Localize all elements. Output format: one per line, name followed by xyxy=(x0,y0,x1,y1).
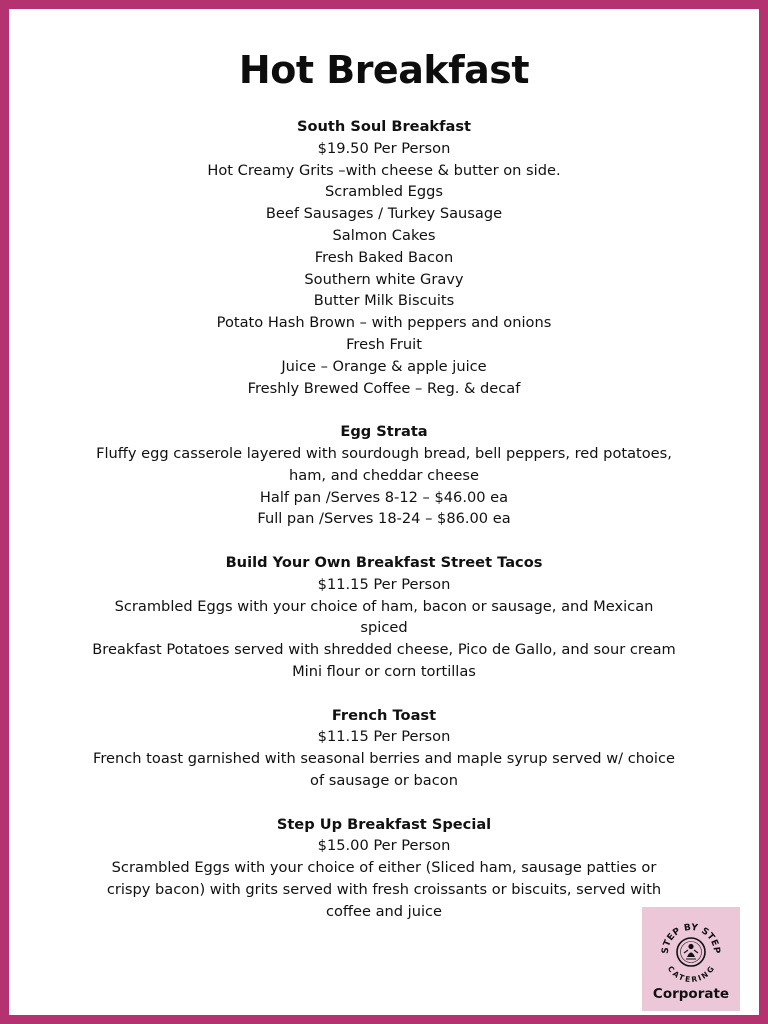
menu-line: Potato Hash Brown – with peppers and onions xyxy=(216,314,552,332)
svg-text:CATERING xyxy=(666,964,716,983)
menu-line: Mini flour or corn tortillas xyxy=(292,662,476,680)
menu-line: $19.50 Per Person xyxy=(317,139,451,157)
menu-line: French toast garnished with seasonal berries and maple syrup served w/ choice xyxy=(93,750,675,768)
menu-line: Scrambled Eggs xyxy=(325,183,443,201)
menu-section-step-up xyxy=(60,814,708,923)
menu-line: $11.15 Per Person xyxy=(317,728,451,746)
logo-label: Corporate xyxy=(652,986,730,1002)
section-title: Egg Strata xyxy=(340,423,428,441)
menu-line: Butter Milk Biscuits xyxy=(313,292,455,310)
menu-content xyxy=(60,116,708,944)
menu-section-south-soul xyxy=(60,116,708,399)
menu-line: $11.15 Per Person xyxy=(317,575,451,593)
section-title: Build Your Own Breakfast Street Tacos xyxy=(225,553,543,571)
page-title: Hot Breakfast xyxy=(238,48,530,92)
section-title: Step Up Breakfast Special xyxy=(276,815,492,833)
corporate-logo xyxy=(642,907,740,1011)
menu-line: crispy bacon) with grits served with fresh croissants or biscuits, served with xyxy=(106,880,662,898)
logo-arc-bottom: CATERING xyxy=(665,964,717,983)
menu-line: spiced xyxy=(360,619,408,637)
menu-line: Freshly Brewed Coffee – Reg. & decaf xyxy=(247,379,521,397)
menu-line: Breakfast Potatoes served with shredded cheese, Pico de Gallo, and sour cream xyxy=(92,641,676,659)
section-title: French Toast xyxy=(331,706,437,724)
menu-line: Hot Creamy Grits –with cheese & butter on side. xyxy=(207,161,561,179)
menu-line: ham, and cheddar cheese xyxy=(289,466,479,484)
menu-line: coffee and juice xyxy=(325,902,443,920)
menu-line: $15.00 Per Person xyxy=(317,837,451,855)
menu-section-egg-strata xyxy=(60,421,708,530)
menu-section-street-tacos xyxy=(60,552,708,683)
menu-line: Fresh Fruit xyxy=(346,335,422,353)
menu-line: of sausage or bacon xyxy=(310,771,458,789)
menu-line: Half pan /Serves 8-12 – $46.00 ea xyxy=(259,488,509,506)
menu-line: Full pan /Serves 18-24 – $86.00 ea xyxy=(257,510,511,528)
menu-line: Fluffy egg casserole layered with sourdough bread, bell peppers, red potatoes, xyxy=(96,444,672,462)
menu-line: Fresh Baked Bacon xyxy=(314,248,454,266)
logo-arc-top: STEP BY STEP xyxy=(660,922,722,955)
menu-line: Scrambled Eggs with your choice of ham, bacon or sausage, and Mexican xyxy=(114,597,654,615)
step-by-step-catering-logo-icon xyxy=(658,917,724,983)
menu-line: Beef Sausages / Turkey Sausage xyxy=(265,205,503,223)
menu-line: Juice – Orange & apple juice xyxy=(281,357,487,375)
menu-section-french-toast xyxy=(60,705,708,792)
section-title: South Soul Breakfast xyxy=(296,118,471,135)
menu-line: Southern white Gravy xyxy=(304,270,464,288)
menu-line: Scrambled Eggs with your choice of either (Sliced ham, sausage patties or xyxy=(111,859,657,877)
menu-line: Salmon Cakes xyxy=(332,226,436,244)
